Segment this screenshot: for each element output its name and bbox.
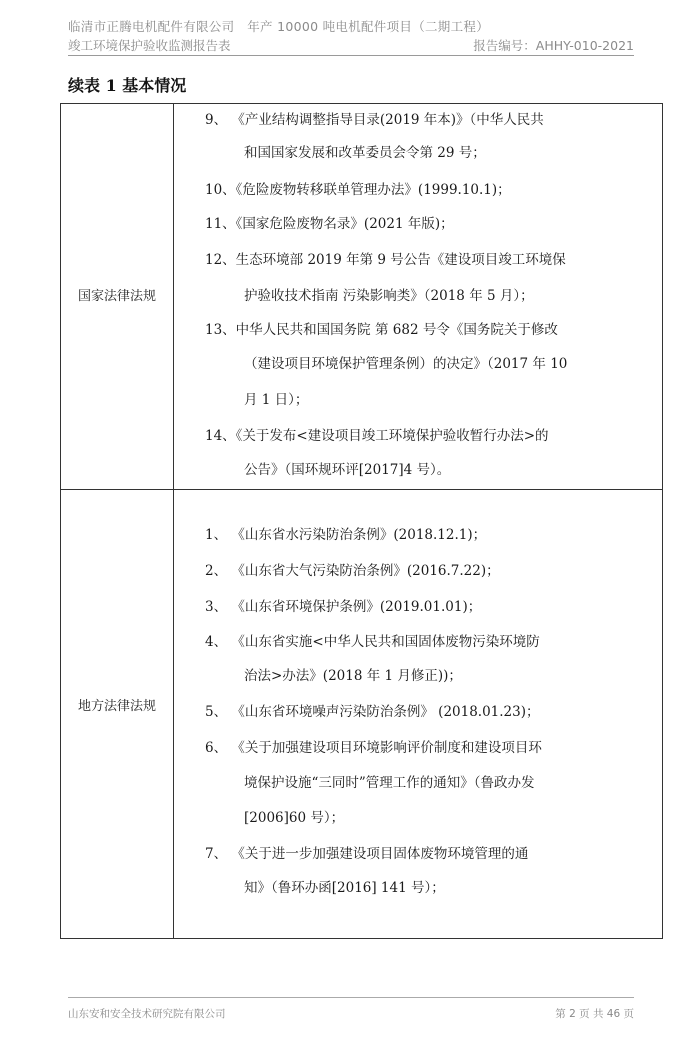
header-report-line (68, 36, 634, 54)
national-law-line: 10、《危险废物转移联单管理办法》(1999.10.1)； (205, 182, 511, 198)
header-report-title: 竣工环境保护验收监测报告表 (68, 38, 231, 53)
local-law-line: 4、 《山东省实施<中华人民共和国固体废物污染环境防 (205, 634, 540, 650)
footer-rule (68, 997, 634, 998)
national-law-line: 公告》（国环规环评[2017]4 号）。 (244, 462, 451, 478)
footer-page-number: 第 2 页 共 46 页 (555, 1008, 634, 1020)
category-national-laws: 国家法律法规 (77, 289, 156, 304)
footer-organization: 山东安和安全技术研究院有限公司 (68, 1008, 226, 1020)
local-law-line: [2006]60 号）； (244, 810, 345, 826)
national-law-line: 9、 《产业结构调整指导目录(2019 年本)》（中华人民共 (205, 112, 544, 128)
local-law-line: 3、 《山东省环境保护条例》(2019.01.01)； (205, 599, 482, 615)
local-law-line: 知》（鲁环办函[2016] 141 号）； (244, 880, 445, 896)
header-rule (68, 55, 634, 56)
national-law-line: （建设项目环境保护管理条例）的决定》（2017 年 10 (244, 356, 568, 372)
header-project-line: 临清市正腾电机配件有限公司 年产 10000 吨电机配件项目（二期工程） (68, 19, 490, 34)
national-law-line: 14、《关于发布<建设项目竣工环境保护验收暂行办法>的 (205, 428, 549, 444)
national-law-line: 13、中华人民共和国国务院 第 682 号令《国务院关于修改 (205, 322, 558, 338)
national-law-line: 和国国家发展和改革委员会令第 29 号； (244, 145, 486, 161)
national-law-line: 11、《国家危险废物名录》(2021 年版)； (205, 216, 454, 232)
local-law-line: 5、 《山东省环境噪声污染防治条例》 (2018.01.23)； (205, 704, 540, 720)
local-law-line: 境保护设施“三同时”管理工作的通知》（鲁政办发 (244, 775, 535, 791)
local-law-line: 7、 《关于进一步加强建设项目固体废物环境管理的通 (205, 846, 529, 862)
local-law-line: 1、 《山东省水污染防治条例》(2018.12.1)； (205, 527, 487, 543)
row-divider (61, 489, 662, 490)
local-law-line: 治法>办法》(2018 年 1 月修正))； (244, 668, 462, 684)
header-report-number: 报告编号：AHHY-010-2021 (473, 38, 634, 53)
table-title: 续表 1 基本情况 (68, 76, 187, 95)
local-law-line: 6、 《关于加强建设项目环境影响评价制度和建设项目环 (205, 740, 542, 756)
column-divider (173, 104, 174, 938)
local-law-line: 2、 《山东省大气污染防治条例》(2016.7.22)； (205, 563, 500, 579)
national-law-line: 护验收技术指南 污染影响类》（2018 年 5 月）； (244, 288, 534, 304)
national-law-line: 月 1 日）； (244, 392, 309, 408)
national-law-line: 12、生态环境部 2019 年第 9 号公告《建设项目竣工环境保 (205, 252, 566, 268)
category-local-laws: 地方法律法规 (77, 699, 156, 714)
